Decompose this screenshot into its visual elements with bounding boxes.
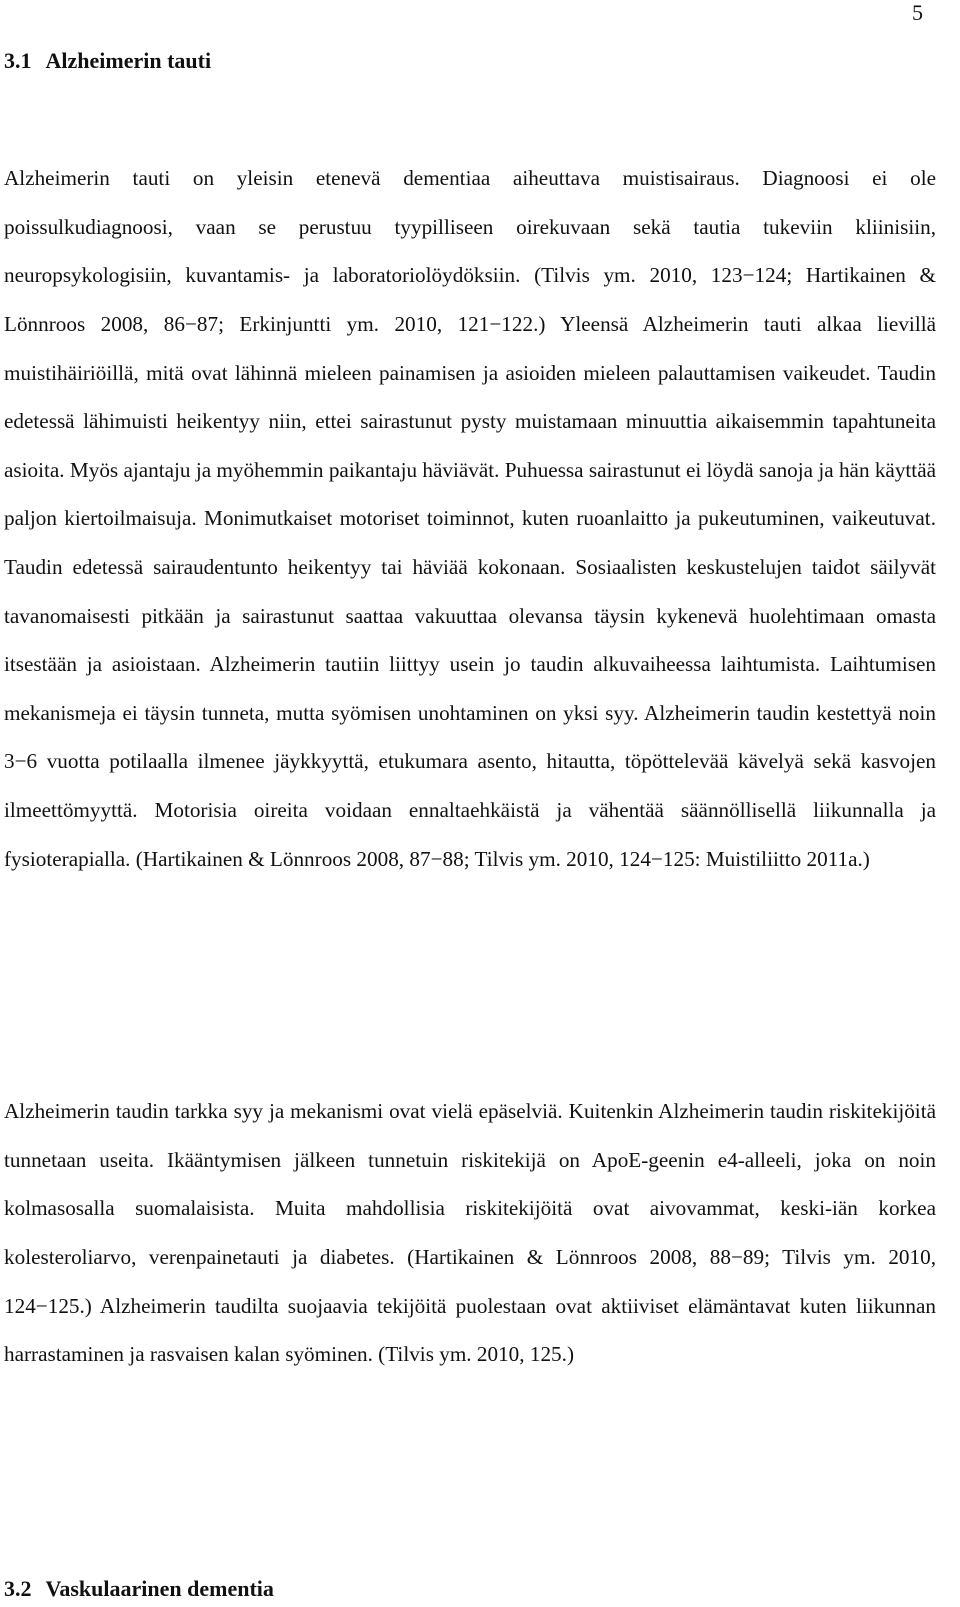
paragraph-alzheimer-symptoms: Alzheimerin tauti on yleisin etenevä dementiaa aiheuttava muistisairaus. Diagnoosi ei ole poissulkudiagnoosi, vaan se perustuu tyypilliseen oirekuvaan sekä tautia tukeviin kliinisiin, neuropsykologisiin, kuvantamis- ja laboratoriolöydöksiin. (Tilvis ym. 2010, 123−124; Hartikainen & Lönnroos 2008, 86−87; Erkinjuntti ym. 2010, 121−122.) Yleensä Alzheimerin tauti alkaa lievillä muistihäiriöillä, mitä ovat lähinnä mieleen painamisen ja asioiden mieleen palauttamisen vaikeudet. Taudin edetessä lähimuisti heikentyy niin, ettei sairastunut pysty muistamaan minuuttia aikaisemmin tapahtuneita asioita. Myös ajantaju ja myöhemmin paikantaju häviävät. Puhuessa sairastunut ei löydä sanoja ja hän käyttää paljon kiertoilmaisuja. Monimutkaiset motoriset toiminnot, kuten ruoanlaitto ja pukeutuminen, vaikeutuvat. Taudin edetessä sairaudentunto heikentyy tai häviää kokonaan. Sosiaalisten keskustelujen taidot säilyvät tavanomaisesti pitkään ja sairastunut saattaa vakuuttaa olevansa täysin kykenevä huolehtimaan omasta itsestään ja asioistaan. Alzheimerin tautiin liittyy usein jo taudin alkuvaiheessa laihtumista. Laihtumisen mekanismeja ei täysin tunneta, mutta syömisen unohtaminen on yksi syy. Alzheimerin taudin kestettyä noin 3−6 vuotta potilaalla ilmenee jäykkyyttä, etukumara asento, hitautta, töpöttelevää kävelyä sekä kasvojen ilmeettömyyttä. Motorisia oireita voidaan ennaltaehkäistä ja vähentää säännöllisellä liikunnalla ja fysioterapialla. (Hartikainen & Lönnroos 2008, 87−88; Tilvis ym. 2010, 124−125: Muistiliitto 2011a.)	[4, 166, 937, 871]
section-number: 3.1	[4, 48, 32, 73]
section-title: Alzheimerin tauti	[45, 48, 212, 73]
section-heading-3-2	[4, 1576, 274, 1602]
page-number: 5	[912, 0, 923, 25]
section-heading-3-1	[4, 48, 211, 74]
section-title: Vaskulaarinen dementia	[45, 1576, 274, 1601]
section-number: 3.2	[4, 1576, 32, 1601]
paragraph-alzheimer-risk-factors: Alzheimerin taudin tarkka syy ja mekanismi ovat vielä epäselviä. Kuitenkin Alzheimerin taudin riskitekijöitä tunnetaan useita. Ikääntymisen jälkeen tunnetuin riskitekijä on ApoE-geenin e4-alleeli, joka on noin kolmasosalla suomalaisista. Muita mahdollisia riskitekijöitä ovat aivovammat, keski-iän korkea kolesteroliarvo, verenpainetauti ja diabetes. (Hartikainen & Lönnroos 2008, 88−89; Tilvis ym. 2010, 124−125.) Alzheimerin taudilta suojaavia tekijöitä puolestaan ovat aktiiviset elämäntavat kuten liikunnan harrastaminen ja rasvaisen kalan syöminen. (Tilvis ym. 2010, 125.)	[4, 1099, 936, 1367]
